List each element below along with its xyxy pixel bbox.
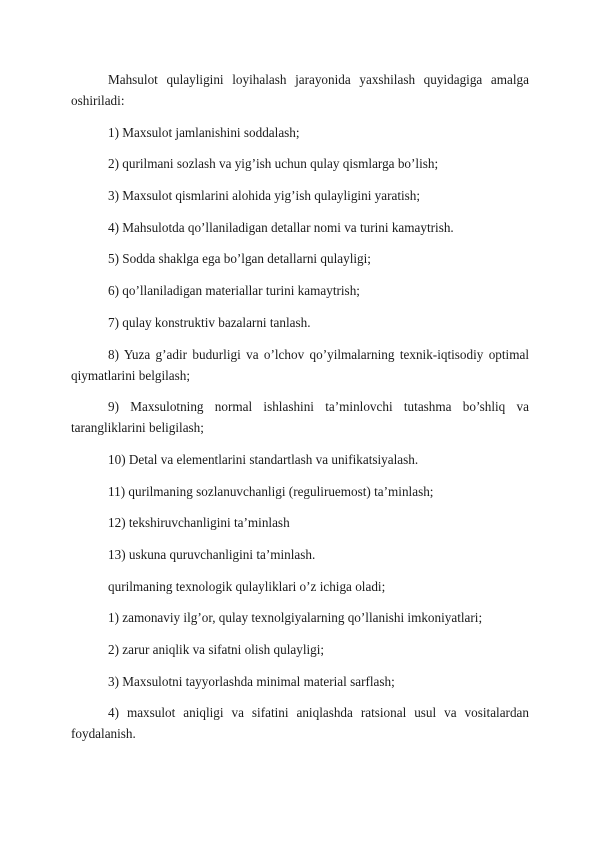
list-item-7: 7) qulay konstruktiv bazalarni tanlash. <box>108 314 311 330</box>
tech-item-3: 3) Maxsulotni tayyorlashda minimal material sarflash; <box>108 673 395 689</box>
list-item-9: 9) Maxsulotning normal ishlashini ta’minlovchi tutashma bo’shliq va tarangliklarini beligilash; <box>71 399 529 436</box>
section-heading: qurilmaning texnologik qulayliklari o’z ichiga oladi; <box>108 578 386 594</box>
list-item-3: 3) Maxsulot qismlarini alohida yig’ish qulayligini yaratish; <box>108 188 421 204</box>
list-item-10: 10) Detal va elementlarini standartlash va unifikatsiyalash. <box>108 451 419 467</box>
tech-item-1: 1) zamonaviy ilg’or, qulay texnolgiyalarning qo’llanishi imkoniyatlari; <box>108 610 483 626</box>
list-item-4: 4) Mahsulotda qo’llaniladigan detallar nomi va turini kamaytrish. <box>108 219 454 235</box>
list-item-6: 6) qo’llaniladigan materiallar turini kamaytrish; <box>108 283 360 299</box>
list-item-1: 1) Maxsulot jamlanishini soddalash; <box>108 124 300 140</box>
list-item-13: 13) uskuna quruvchanligini ta’minlash. <box>108 546 316 562</box>
list-item-2: 2) qurilmani sozlash va yig’ish uchun qulay qismlarga bo’lish; <box>108 156 439 172</box>
list-item-12: 12) tekshiruvchanligini ta’minlash <box>108 515 290 531</box>
list-item-8: 8) Yuza g’adir budurligi va o’lchov qo’yilmalarning texnik-iqtisodiy optimal qiymatlarini belgilash; <box>71 346 529 383</box>
tech-item-2: 2) zarur aniqlik va sifatni olish qulayligi; <box>108 642 325 657</box>
intro-paragraph: Mahsulot qulayligini loyihalash jarayonida yaxshilash quyidagiga amalga oshiriladi: <box>71 72 529 108</box>
list-item-5: 5) Sodda shaklga ega bo’lgan detallarni qulayligi; <box>108 251 371 267</box>
tech-item-4: 4) maxsulot aniqligi va sifatini aniqlashda ratsional usul va vositalardan foydalanish. <box>71 705 529 742</box>
document-page <box>71 69 529 755</box>
list-item-11: 11) qurilmaning sozlanuvchanligi (reguliruemost) ta’minlash; <box>108 483 434 499</box>
